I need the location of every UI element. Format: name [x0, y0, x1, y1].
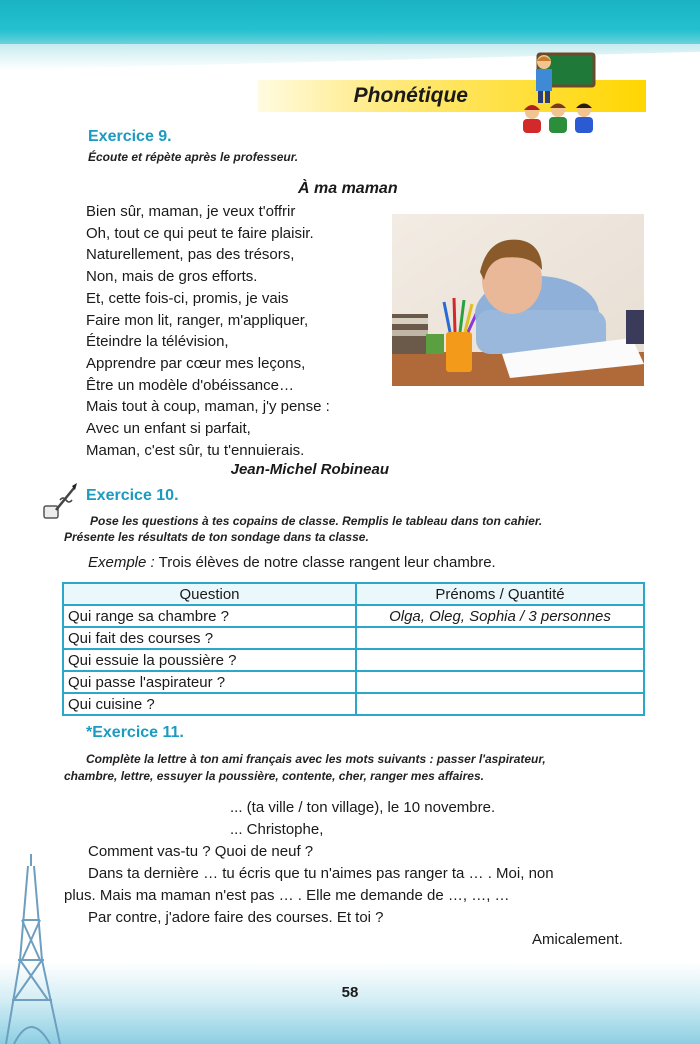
- poem-line: Faire mon lit, ranger, m'appliquer,: [86, 311, 309, 329]
- example-label: Exemple :: [88, 554, 155, 571]
- survey-table: [62, 582, 645, 716]
- example-text: Trois élèves de notre classe rangent leur chambre.: [154, 554, 496, 571]
- poem-line: Naturellement, pas des trésors,: [86, 246, 295, 264]
- letter-paragraph: plus. Mais ma maman n'est pas … . Elle me demande de …, …, …: [64, 887, 510, 904]
- table-cell-question: Qui range sa chambre ?: [63, 605, 356, 627]
- letter-date-line: ... (ta ville / ton village), le 10 novembre.: [230, 799, 496, 816]
- table-cell-answer: [356, 693, 644, 715]
- table-row: [63, 671, 644, 693]
- topic-title: Phonétique: [353, 84, 468, 107]
- poem-line: Maman, c'est sûr, tu t'ennuierais.: [86, 441, 305, 459]
- table-cell-answer: [356, 671, 644, 693]
- exercise-11-instruction: Complète la lettre à ton ami français avec les mots suivants : passer l'aspirateur,: [86, 752, 546, 766]
- exercise-9-instruction: Écoute et répète après le professeur.: [88, 150, 299, 164]
- teacher-pupils-illustration: [518, 52, 598, 142]
- poem: [86, 201, 386, 461]
- poem-line: Et, cette fois-ci, promis, je vais: [86, 289, 289, 307]
- top-banner: [0, 0, 700, 50]
- letter-paragraph: Dans ta dernière … tu écris que tu n'aimes pas ranger ta … . Moi, non: [88, 865, 554, 882]
- poem-line: Non, mais de gros efforts.: [86, 268, 258, 286]
- poem-line: Avec un enfant si parfait,: [86, 420, 251, 438]
- bottom-banner: [0, 962, 700, 1044]
- eiffel-tower-illustration: [0, 850, 80, 1044]
- table-row: [63, 693, 644, 715]
- table-header: Question: [63, 583, 356, 605]
- poem-line: Apprendre par cœur mes leçons,: [86, 354, 306, 372]
- table-row: [63, 627, 644, 649]
- example: [88, 554, 496, 571]
- table-cell-answer: [356, 627, 644, 649]
- table-cell-question: Qui fait des courses ?: [63, 627, 356, 649]
- table-row: [63, 649, 644, 671]
- exercise-10-instruction-2: Présente les résultats de ton sondage dans ta classe.: [64, 530, 369, 544]
- table-cell-answer: Olga, Oleg, Sophia / 3 personnes: [356, 605, 644, 627]
- poem-line: Éteindre la télévision,: [86, 333, 229, 351]
- letter-closing: Amicalement.: [532, 931, 623, 948]
- exercise-9-title: Exercice 9.: [88, 128, 172, 145]
- poem-line: Mais tout à coup, maman, j'y pense :: [86, 398, 330, 416]
- pencil-icon: [40, 480, 80, 524]
- table-cell-question: Qui cuisine ?: [63, 693, 356, 715]
- letter-paragraph: Comment vas-tu ? Quoi de neuf ?: [88, 843, 314, 860]
- poem-line: Oh, tout ce qui peut te faire plaisir.: [86, 224, 314, 242]
- exercise-10-instruction: Pose les questions à tes copains de classe. Remplis le tableau dans ton cahier.: [90, 514, 543, 528]
- poem-author: Jean-Michel Robineau: [230, 461, 389, 478]
- table-header-row: [63, 583, 644, 605]
- boy-writing-photo: [392, 214, 644, 386]
- table-cell-question: Qui passe l'aspirateur ?: [63, 671, 356, 693]
- exercise-10-title: Exercice 10.: [86, 487, 179, 504]
- exercise-11-instruction-2: chambre, lettre, essuyer la poussière, contente, cher, ranger mes affaires.: [64, 769, 484, 783]
- table-header: Prénoms / Quantité: [356, 583, 644, 605]
- letter-paragraph: Par contre, j'adore faire des courses. Et toi ?: [88, 909, 384, 926]
- table-row: [63, 605, 644, 627]
- poem-line: Bien sûr, maman, je veux t'offrir: [86, 203, 296, 220]
- poem-title: À ma maman: [298, 180, 398, 197]
- exercise-11-title: *Exercice 11.: [86, 724, 184, 741]
- table-cell-answer: [356, 649, 644, 671]
- poem-line: Être un modèle d'obéissance…: [86, 376, 294, 394]
- letter-greeting: ... Christophe,: [230, 821, 324, 838]
- page-number: 58: [341, 984, 359, 1001]
- table-cell-question: Qui essuie la poussière ?: [63, 649, 356, 671]
